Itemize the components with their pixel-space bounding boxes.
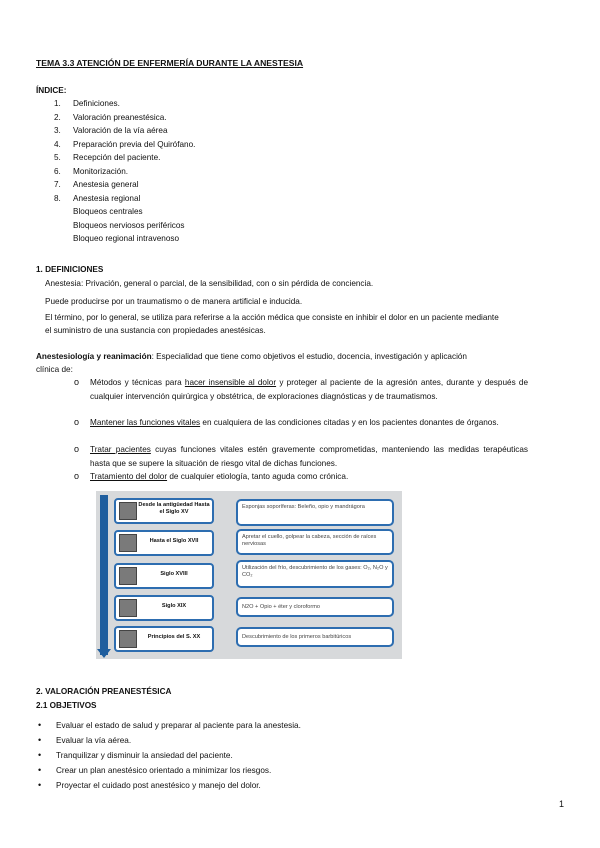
page-title: TEMA 3.3 ATENCIÓN DE ENFERMERÍA DURANTE LA ANESTESIA — [36, 58, 304, 68]
era-box — [114, 626, 214, 652]
index-item: 8. Anestesia regional — [54, 193, 141, 203]
era-label: Principios del S. XX — [147, 634, 201, 640]
index-item: 1. Definiciones. — [54, 99, 120, 108]
era-description: N2O + Opio + éter y cloroformo — [236, 597, 394, 617]
bullet-icon: o — [74, 444, 80, 454]
objective-item: Proyectar el cuidado post anestésico y manejo del dolor. — [56, 781, 261, 790]
index-subitem: Bloqueos centrales — [73, 207, 143, 216]
index-item: 5. Recepción del paciente. — [54, 153, 161, 162]
era-description: Descubrimiento de los primeros barbitúricos — [236, 627, 394, 647]
bullet-icon: • — [38, 780, 42, 790]
objective-item: Tranquilizar y disminuir la ansiedad del paciente. — [56, 751, 233, 760]
objective-item: Crear un plan anestésico orientado a minimizar los riesgos. — [56, 766, 272, 775]
era-description: Esponjas soporíferas: Beleño, opio y mandrágora — [236, 499, 394, 526]
section-1-heading: 1. DEFINICIONES — [36, 265, 104, 274]
subsection-heading: 2.1 OBJETIVOS — [36, 701, 97, 710]
list-item: Mantener las funciones vitales en cualquiera de las condiciones citadas y en los pacientes donantes de órganos. — [90, 418, 499, 427]
era-box — [114, 595, 214, 621]
index-item: 7. Anestesia general — [54, 180, 139, 189]
list-item: Tratar pacientes cuyas funciones vitales estén gravemente comprometidas, manteniendo las medidas terapéuticas hasta que se supere la situación de riesgo vital de dichas funciones. — [90, 445, 529, 468]
list-item: Métodos y técnicas para hacer insensible al dolor y proteger al paciente de la agresión antes, durante y después de cualquier intervención quirúrgica y obstétrica, de exploraciones diagnósticas y de traumatismos. — [90, 378, 529, 401]
bullet-icon: • — [38, 735, 42, 745]
timeline-bar — [100, 495, 108, 655]
list-item: Tratamiento del dolor de cualquier etiología, tanto aguda como crónica. — [90, 472, 349, 481]
bullet-icon: o — [74, 417, 80, 427]
anesthesia-history-figure — [96, 491, 402, 659]
era-label: Hasta el Siglo XVII — [149, 538, 199, 544]
index-item: 6. Monitorización. — [54, 166, 129, 176]
era-label: Desde la antigüedad Hasta el Siglo XV — [138, 502, 210, 515]
index-subitem: Bloqueo regional intravenoso — [73, 234, 180, 243]
section-2-heading: 2. VALORACIÓN PREANESTÉSICA — [36, 687, 172, 696]
era-image-icon — [119, 630, 137, 648]
era-description: Apretar el cuello, golpear la cabeza, sección de raíces nerviosas — [236, 529, 394, 555]
definition-line: Puede producirse por un traumatismo o de manera artificial e inducida. — [45, 297, 303, 306]
timeline-arrow-icon — [97, 649, 111, 658]
objective-item: Evaluar la vía aérea. — [56, 736, 132, 745]
anestesia-definition: Anestesia: Privación, general o parcial, de la sensibilidad, con o sin pérdida de conciencia. — [45, 279, 374, 288]
page-number: 1 — [559, 799, 565, 809]
era-image-icon — [119, 534, 137, 552]
era-box — [114, 498, 214, 524]
index-item: 2. Valoración preanestésica. — [54, 112, 167, 122]
index-item: 3. Valoración de la vía aérea — [54, 126, 168, 135]
bullet-icon: • — [38, 720, 42, 730]
bullet-icon: o — [74, 377, 80, 387]
era-box — [114, 563, 214, 589]
index-item: 4. Preparación previa del Quirófano. — [54, 139, 196, 149]
anestesiologia-definition: Anestesiología y reanimación: Especialidad que tiene como objetivos el estudio, docencia, investigación y aplicación — [36, 352, 467, 361]
era-image-icon — [119, 567, 137, 585]
definition-line: el suministro de una sustancia con propiedades anestésicas. — [45, 326, 266, 335]
era-description: Utilización del frío, descubrimiento de los gases: O₂, N₂O y CO₂ — [236, 560, 394, 588]
bullet-icon: • — [38, 765, 42, 775]
index-heading: ÍNDICE: — [36, 86, 67, 95]
bullet-icon: • — [38, 750, 42, 760]
era-box — [114, 530, 214, 556]
era-image-icon — [119, 599, 137, 617]
bullet-icon: o — [74, 471, 80, 481]
anestesiologia-definition-cont: clínica de: — [36, 365, 73, 374]
era-label: Siglo XIX — [161, 603, 187, 609]
era-image-icon — [119, 502, 137, 520]
objective-item: Evaluar el estado de salud y preparar al paciente para la anestesia. — [56, 721, 301, 730]
era-label: Siglo XVIII — [160, 571, 188, 577]
definition-line: El término, por lo general, se utiliza para referirse a la acción médica que consiste en inhibir el dolor en un paciente mediante — [45, 313, 499, 322]
index-subitem: Bloqueos nerviosos periféricos — [73, 220, 185, 230]
